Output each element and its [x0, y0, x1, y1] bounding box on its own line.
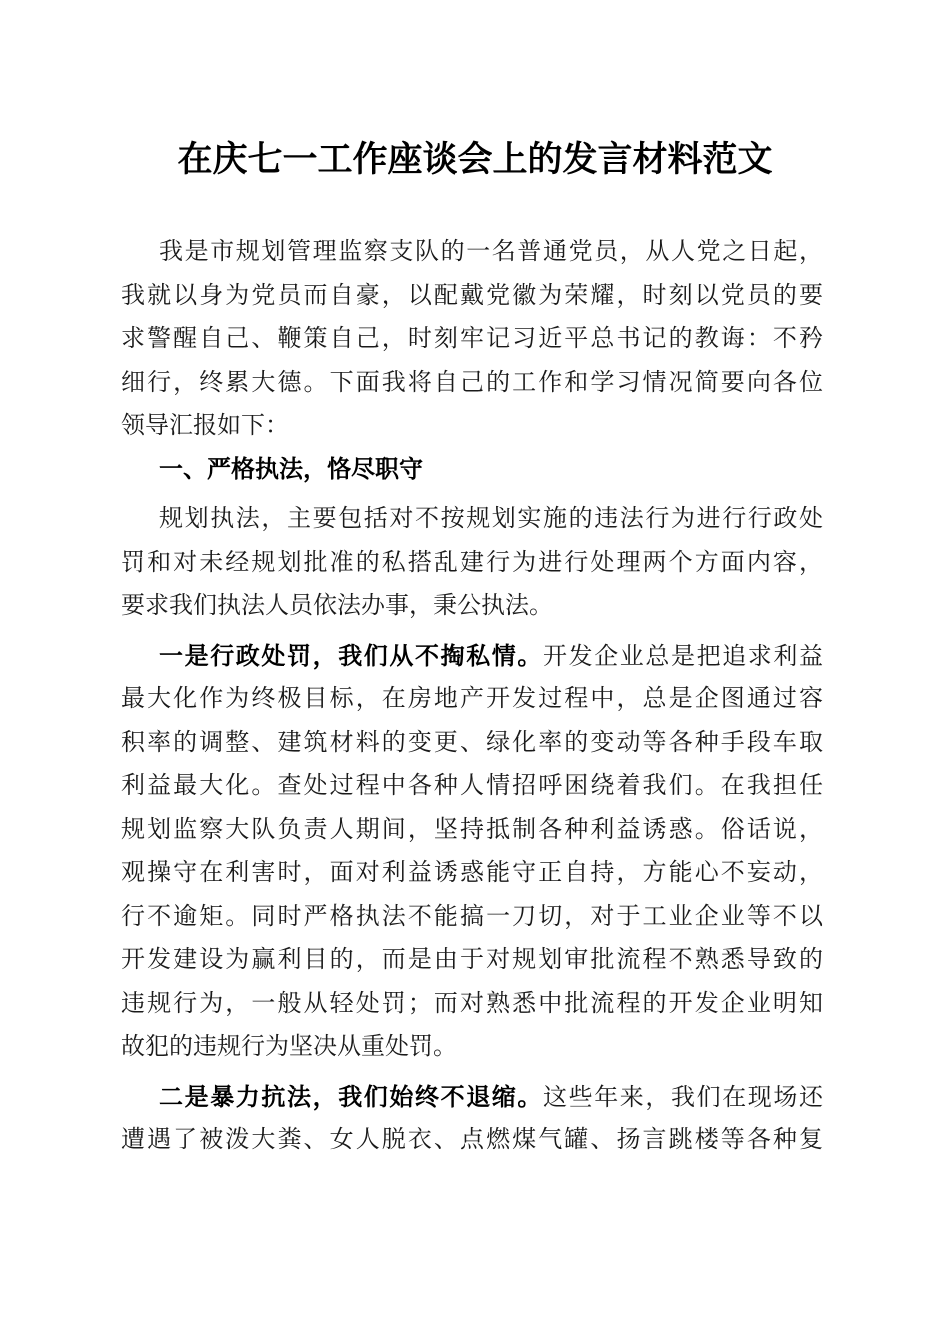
section-heading-text: 一、严格执法，恪尽职守: [159, 454, 423, 483]
paragraph-administrative-penalty: [121, 634, 823, 1069]
text-line: 行不逾矩。同时严格执法不能搞一刀切，对于工业企业等不以: [121, 901, 823, 930]
text-line: 积率的调整、建筑材料的变更、绿化率的变动等各种手段车取: [121, 727, 823, 756]
paragraph-lead: 二是暴力抗法，我们始终不退缩。: [159, 1081, 543, 1111]
text-line: 遭遇了被泼大粪、女人脱衣、点燃煤气罐、扬言跳楼等各种复: [121, 1125, 823, 1153]
text-line: 领导汇报如下：: [121, 411, 289, 439]
paragraph-enforcement: [121, 497, 823, 628]
text-line: 开发建设为赢利目的，而是由于对规划审批流程不熟悉导致的: [121, 945, 823, 973]
document-title: 在庆七一工作座谈会上的发言材料范文: [177, 139, 773, 180]
paragraph-violent-resistance: [121, 1075, 823, 1162]
text-span: 这些年来，我们在现场还: [543, 1082, 823, 1111]
text-line: [121, 634, 823, 678]
text-line: 违规行为，一般从轻处罚；而对熟悉中批流程的开发企业明知: [121, 988, 823, 1017]
text-line: 求警醒自己、鞭策自己，时刻牢记习近平总书记的教诲：不矜: [121, 324, 823, 352]
section-heading: [121, 448, 823, 492]
paragraph-lead: 一是行政处罚，我们从不掏私情。: [159, 640, 543, 670]
text-line: 我是市规划管理监察支队的一名普通党员，从人党之日起，: [159, 237, 823, 265]
text-line: 利益最大化。查处过程中各种人情招呼困绕着我们。在我担任: [121, 771, 823, 799]
text-line: 观操守在利害时，面对利益诱惑能守正自持，方能心不妄动，: [121, 858, 823, 886]
text-line: 规划执法，主要包括对不按规划实施的违法行为进行行政处: [159, 504, 823, 532]
text-line: 细行，终累大德。下面我将自己的工作和学习情况简要向各位: [121, 367, 823, 396]
document-body: [121, 230, 823, 1162]
text-line: 要求我们执法人员依法办事，秉公执法。: [121, 591, 553, 619]
text-line: 故犯的违规行为坚决从重处罚。: [121, 1032, 457, 1060]
text-line: [121, 1075, 823, 1119]
text-span: 开发企业总是把追求利益: [543, 641, 823, 670]
text-line: 规划监察大队负责人期间，坚持抵制各种利益诱惑。俗话说，: [121, 814, 823, 843]
text-line: 我就以身为党员而自豪，以配戴党徽为荣耀，时刻以党员的要: [121, 280, 823, 309]
text-line: 最大化作为终极目标，在房地产开发过程中，总是企图通过容: [121, 684, 823, 712]
text-line: 罚和对未经规划批准的私搭乱建行为进行处理两个方面内容，: [121, 547, 823, 576]
paragraph-intro: [121, 230, 823, 448]
